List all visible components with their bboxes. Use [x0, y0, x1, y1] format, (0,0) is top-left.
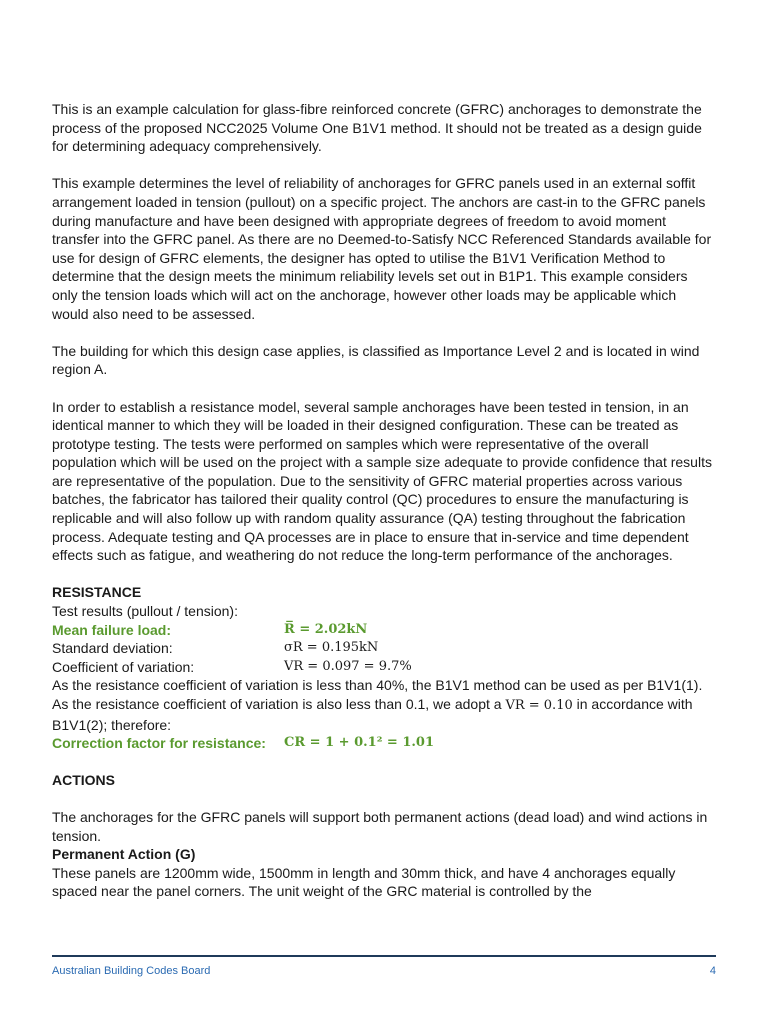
resistance-note-1: As the resistance coefficient of variation is less than 40%, the B1V1 method can be used as per B1V1(1).	[52, 677, 703, 694]
page-number: 4	[709, 965, 716, 977]
mean-failure-label: Mean failure load:	[52, 621, 172, 638]
cov-value: VR = 0.097 = 9.7%	[284, 658, 412, 674]
correction-factor-label: Correction factor for resistance:	[52, 735, 266, 752]
resistance-note-2-start: As the resistance coefficient of variation is also less than 0.1, we adopt a	[52, 696, 502, 712]
intro-paragraph-2: This example determines the level of reliability of anchorages for GFRC panels used in an external soffit arrangement loaded in tension (pullout) on a specific project. The anchors are cast-in to the GFRC panels during manufacture and have been designed with appropriate degrees of freedom to avoid moment transfer into the GFRC panel. As there are no Deemed-to-Satisfy NCC Referenced Standards available for use for design of GFRC elements, the designer has opted to utilise the B1V1 Verification Method to determine that the design meets the minimum reliability levels set out in B1P1. This example considers only the tension loads which will act on the anchorage, however other loads may be applicable which would also need to be assessed.	[52, 175, 712, 322]
resistance-note-2	[52, 695, 716, 734]
footer-org: Australian Building Codes Board	[52, 965, 211, 977]
intro-paragraph-1: This is an example calculation for glass-fibre reinforced concrete (GFRC) anchorages to demonstrate the process of the proposed NCC2025 Volume One B1V1 method. It should not be treated as a design guide for determining adequacy comprehensively.	[52, 101, 702, 155]
std-dev-row	[52, 639, 716, 658]
resistance-note-2-math: VR = 0.10	[505, 698, 573, 713]
test-results-label: Test results (pullout / tension):	[52, 603, 238, 620]
intro-paragraph-4: In order to establish a resistance model, several sample anchorages have been tested in tension, in an identical manner to which they will be loaded in their designed configuration. These can be treated as prototype testing. The tests were performed on samples which were representative of the overall population which will be used on the project with a sample size adequate to provide confidence that results are representative of the population. Due to the sensitivity of GFRC material properties across various batches, the fabricator has tailored their quality control (QC) procedures to ensure the manufacturing is replicable and will also follow up with random quality assurance (QA) testing throughout the fabrication process. Adequate testing and QA processes are in place to ensure that in-service and time dependent effects such as fatigue, and weathering do not reduce the long-term performance of the anchorages.	[52, 398, 712, 564]
permanent-action-heading: Permanent Action (G)	[52, 846, 196, 863]
actions-paragraph-2: These panels are 1200mm wide, 1500mm in length and 30mm thick, and have 4 anchorages equally spaced near the panel corners. The unit weight of the GRC material is controlled by the	[52, 864, 676, 900]
resistance-heading: RESISTANCE	[52, 584, 142, 601]
footer-divider	[52, 955, 716, 957]
mean-failure-value: R̅ = 2.02kN	[284, 621, 368, 637]
correction-factor-row	[52, 734, 716, 753]
std-dev-label: Standard deviation:	[52, 640, 173, 657]
cov-label: Coefficient of variation:	[52, 658, 195, 675]
intro-paragraph-3: The building for which this design case applies, is classified as Importance Level 2 and is located in wind region A.	[52, 342, 700, 378]
cov-row	[52, 658, 716, 677]
actions-paragraph-1: The anchorages for the GFRC panels will support both permanent actions (dead load) and wind actions in tension.	[52, 808, 708, 844]
actions-heading: ACTIONS	[52, 772, 115, 789]
mean-failure-row	[52, 621, 716, 640]
correction-factor-value: CR = 1 + 0.1² = 1.01	[284, 735, 435, 751]
resistance-note-2-end: in accordance with B1V1(2); therefore:	[52, 696, 693, 733]
std-dev-value: σR = 0.195kN	[284, 640, 379, 656]
document-body	[52, 100, 716, 901]
